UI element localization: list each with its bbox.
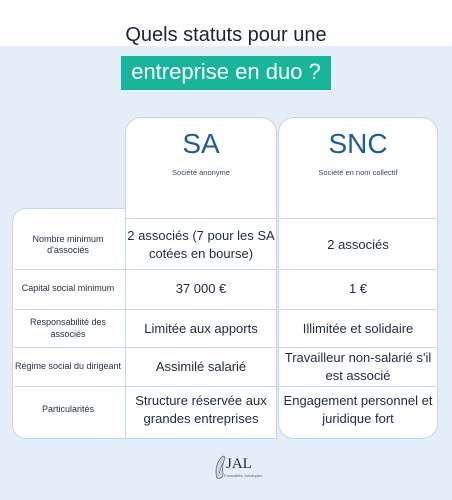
sa-liability: Limitée aux apports [144,320,258,336]
title-line-2-wrapper [0,56,452,90]
row-label-particularities: Particularités [41,404,95,415]
sa-column-subtitle: Société anonyme [172,168,230,177]
snc-min-capital: 1 € [348,281,368,297]
snc-particularities: Engagement personnel et juridique fort [283,393,433,426]
row-label-min-associates: Nombre minimum d'associés [32,233,104,255]
sa-min-capital: 37 000 € [175,281,227,297]
title-line-2-highlight: entreprise en duo ? [121,56,331,90]
logo-text: JAL [226,456,252,472]
sa-column-title: SA [182,128,220,159]
row-label-social-regime: Régime social du dirigeant [14,361,122,372]
logo-subtext: Formalités Juridiques [224,473,263,478]
snc-min-associates: 2 associés [327,237,389,253]
sa-min-associates: 2 associés (7 pour les SA cotées en bourse) [127,228,275,261]
title-line-1: Quels statuts pour une [125,24,327,46]
row-label-liability: Responsabilité des associés [29,317,107,339]
row-label-min-capital: Capital social minimum [21,283,115,294]
snc-liability: Illimitée et solidaire [302,320,414,336]
snc-social-regime: Travailleur non-salarié s'il est associé [284,350,432,383]
snc-column-subtitle: Société en nom collectif [318,168,398,177]
snc-column-header [280,128,436,177]
sa-column-header [126,128,276,177]
sa-particularities: Structure réservée aux grandes entreprises [135,393,267,426]
snc-column-title: SNC [328,128,388,159]
sa-social-regime: Assimilé salarié [155,359,247,375]
row-divider [126,218,436,219]
